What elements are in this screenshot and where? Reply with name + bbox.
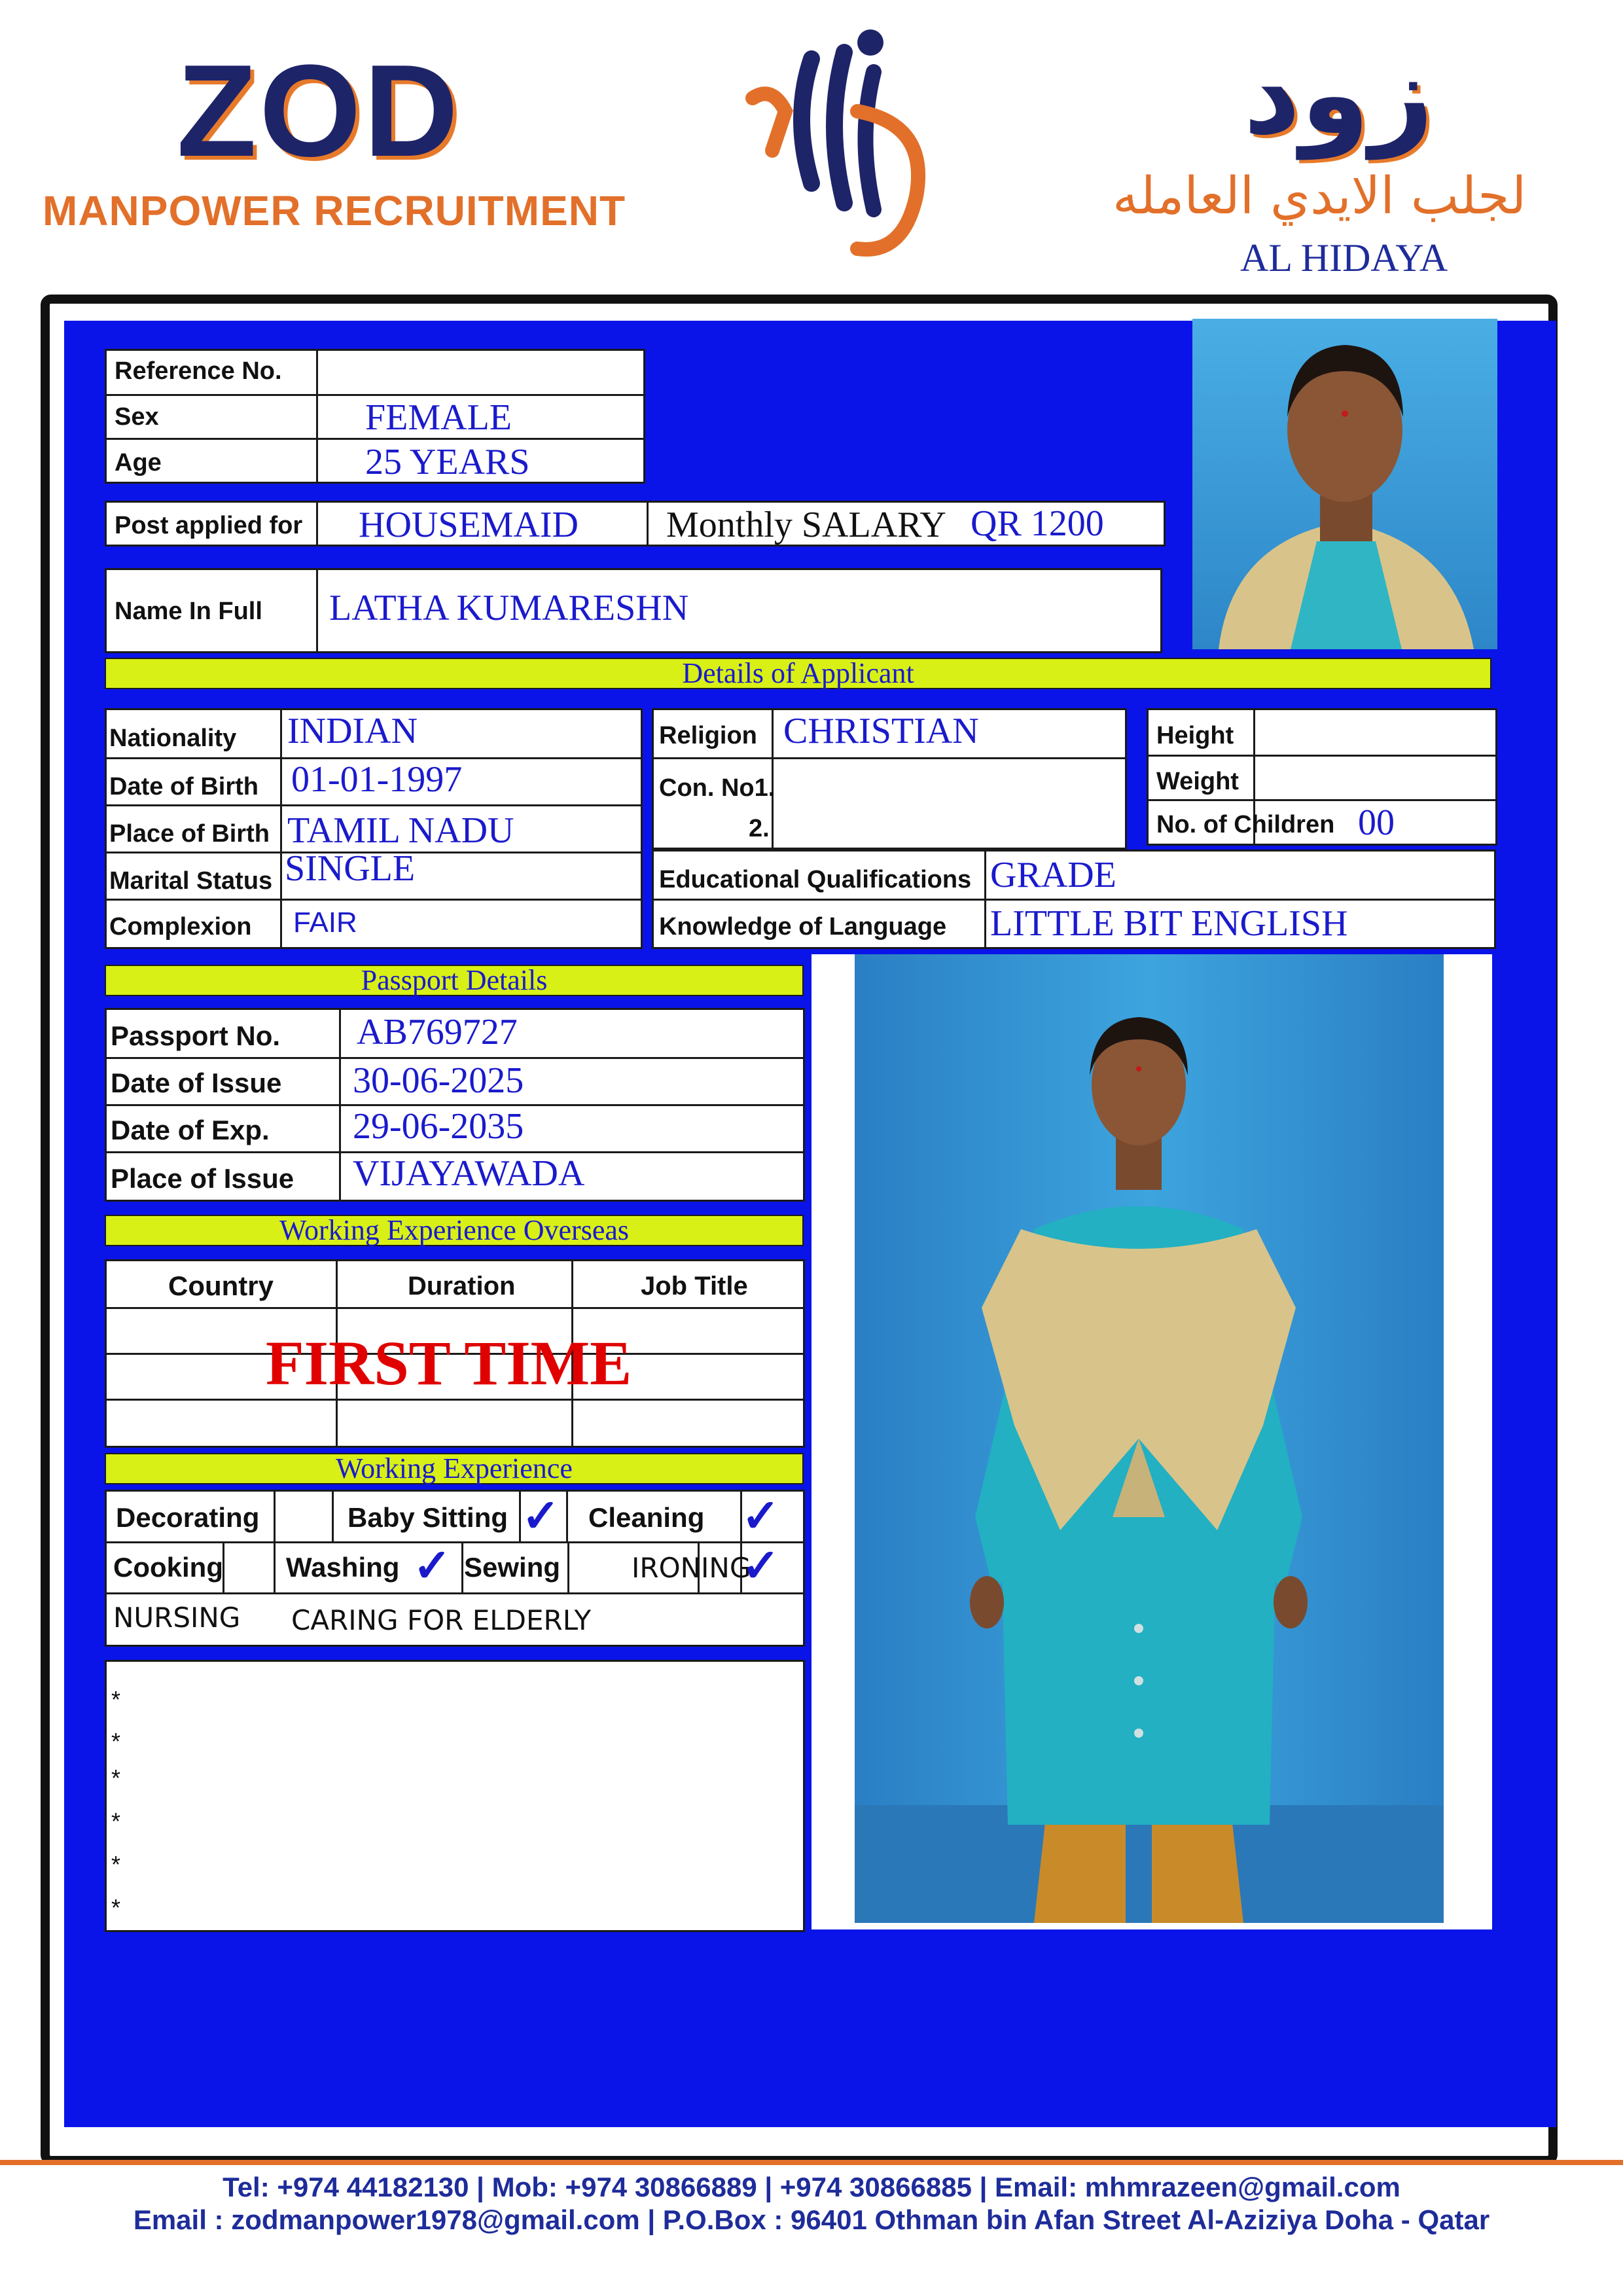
- duration-column-header: Duration: [408, 1272, 516, 1300]
- experience-section-title: Working Experience: [105, 1453, 804, 1484]
- ironing-check-icon: ✓: [741, 1540, 780, 1591]
- footer-address-line: Email : zodmanpower1978@gmail.com | P.O.Box : 96401 Othman bin Afan Street Al-Aziziya Doha - Qatar: [133, 2204, 1490, 2235]
- salary-value: QR 1200: [971, 503, 1104, 544]
- complexion-label: Complexion: [109, 913, 252, 941]
- details-section-title: Details of Applicant: [105, 658, 1491, 689]
- pob-label: Place of Birth: [109, 820, 270, 848]
- decorating-label: Decorating: [116, 1502, 260, 1533]
- issue-place-value: VIJAYAWADA: [353, 1153, 585, 1194]
- note-bullet: *: [111, 1728, 121, 1755]
- brand-title: ZOD: [177, 38, 461, 184]
- passport-no-label: Passport No.: [111, 1020, 281, 1051]
- job-title-column-header: Job Title: [641, 1272, 748, 1300]
- contact2-label: 2.: [749, 815, 770, 842]
- complexion-value: FAIR: [293, 906, 357, 939]
- marital-label: Marital Status: [109, 867, 273, 895]
- overseas-section-title: Working Experience Overseas: [105, 1215, 804, 1246]
- children-label: No. of Children: [1156, 811, 1335, 838]
- experience-grid: [105, 1490, 805, 1647]
- note-bullet: *: [111, 1894, 121, 1921]
- pob-value: TAMIL NADU: [287, 810, 514, 851]
- baby-sitting-label: Baby Sitting: [348, 1502, 508, 1533]
- physical-box: [1147, 708, 1497, 846]
- washing-check-icon: ✓: [413, 1540, 452, 1591]
- name-value: LATHA KUMARESHN: [329, 588, 689, 628]
- applicant-headshot: [1192, 319, 1497, 649]
- post-box: [105, 501, 1166, 547]
- note-bullet: *: [111, 1686, 121, 1713]
- passport-no-value: AB769727: [357, 1012, 518, 1052]
- sex-label: Sex: [115, 403, 159, 431]
- issue-date-value: 30-06-2025: [353, 1060, 524, 1101]
- arabic-brand: زود: [1243, 30, 1434, 160]
- age-value: 25 YEARS: [365, 442, 530, 482]
- cleaning-check-icon: ✓: [741, 1490, 780, 1541]
- expiry-date-label: Date of Exp.: [111, 1115, 270, 1145]
- personal-details-box: [105, 708, 643, 949]
- top-info-box: [105, 349, 645, 484]
- name-label: Name In Full: [115, 598, 262, 625]
- note-bullet: *: [111, 1808, 121, 1835]
- applicant-full-photo: [812, 954, 1492, 1929]
- weight-label: Weight: [1156, 768, 1239, 795]
- brand-subtitle: MANPOWER RECRUITMENT: [43, 187, 626, 234]
- post-value: HOUSEMAID: [359, 505, 579, 545]
- baby-sitting-check-icon: ✓: [522, 1490, 560, 1541]
- salary-label: Monthly SALARY: [666, 505, 946, 545]
- height-label: Height: [1156, 722, 1234, 749]
- name-box: [105, 568, 1162, 653]
- cooking-label: Cooking: [113, 1552, 223, 1583]
- education-label: Educational Qualifications: [659, 866, 972, 893]
- al-hidaya-label: AL HIDAYA: [1240, 236, 1448, 279]
- footer-divider: [0, 2160, 1623, 2165]
- post-label: Post applied for: [115, 512, 303, 539]
- elderly-care-label: CARING FOR ELDERLY: [291, 1604, 592, 1636]
- religion-box: [652, 708, 1127, 850]
- issue-place-label: Place of Issue: [111, 1163, 294, 1194]
- footer-contact-line: Tel: +974 44182130 | Mob: +974 30866889 | +974 30866885 | Email: mhmrazeen@gmail.com: [223, 2172, 1400, 2202]
- sex-value: FEMALE: [365, 397, 512, 438]
- dob-value: 01-01-1997: [291, 759, 463, 800]
- children-value: 00: [1358, 802, 1395, 843]
- washing-label: Washing: [286, 1552, 400, 1583]
- education-box: [652, 850, 1496, 949]
- overseas-table: [105, 1259, 805, 1448]
- contact1-label: Con. No1.: [659, 774, 776, 802]
- passport-section-title: Passport Details: [105, 965, 804, 996]
- nursing-label: NURSING: [113, 1602, 241, 1634]
- language-value: LITTLE BIT ENGLISH: [990, 903, 1348, 944]
- country-column-header: Country: [168, 1270, 274, 1301]
- expiry-date-value: 29-06-2035: [353, 1106, 524, 1147]
- religion-label: Religion: [659, 722, 757, 749]
- dob-label: Date of Birth: [109, 773, 259, 800]
- note-bullet: *: [111, 1765, 121, 1791]
- passport-box: [105, 1008, 805, 1202]
- notes-box: [105, 1660, 805, 1932]
- sewing-label: Sewing: [464, 1552, 561, 1583]
- first-time-stamp: FIRST TIME: [266, 1328, 632, 1398]
- language-label: Knowledge of Language: [659, 913, 947, 941]
- arabic-subtitle: لجلب الايدي العامله: [1113, 167, 1527, 226]
- ironing-label: IRONING: [632, 1552, 751, 1584]
- reference-label: Reference No.: [115, 357, 282, 385]
- marital-value: SINGLE: [285, 848, 416, 889]
- religion-value: CHRISTIAN: [783, 711, 979, 751]
- issue-date-label: Date of Issue: [111, 1067, 282, 1098]
- nationality-value: INDIAN: [287, 711, 418, 751]
- cleaning-label: Cleaning: [588, 1502, 705, 1533]
- education-value: GRADE: [990, 855, 1116, 895]
- company-logo-icon: [733, 13, 942, 268]
- nationality-label: Nationality: [109, 725, 237, 752]
- age-label: Age: [115, 449, 162, 476]
- note-bullet: *: [111, 1851, 121, 1878]
